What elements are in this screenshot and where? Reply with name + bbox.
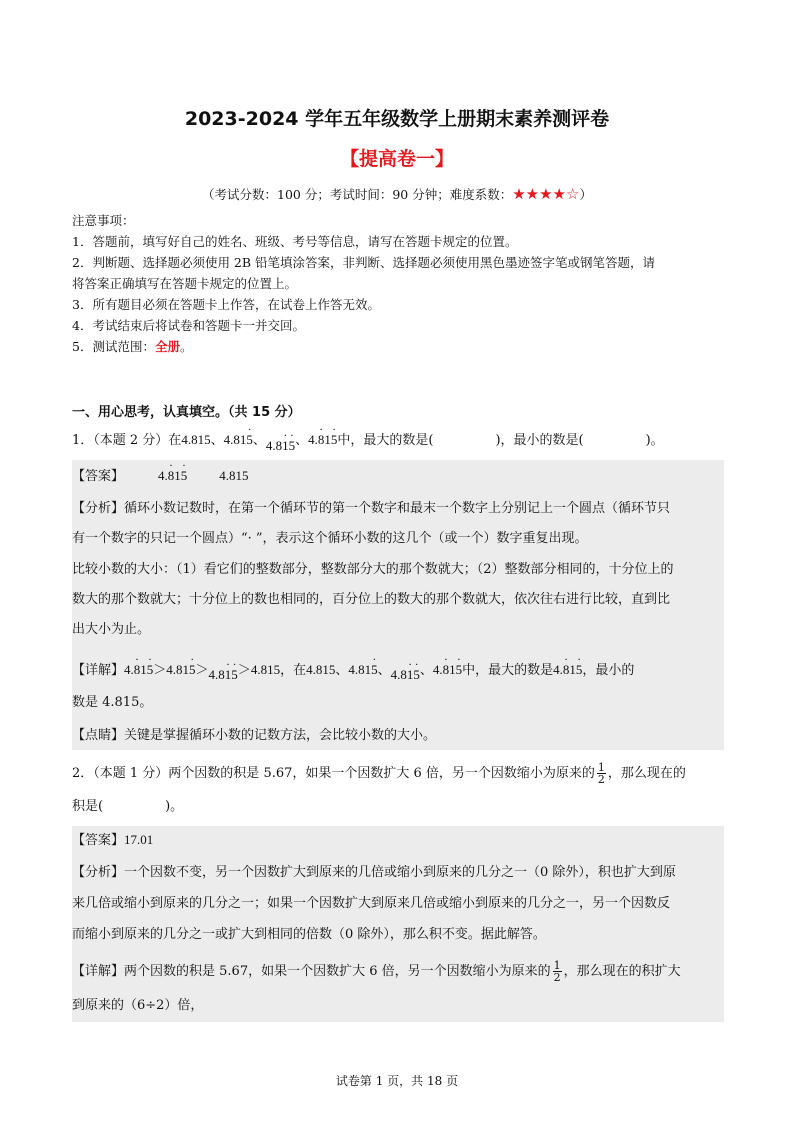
analysis-line: 比较小数的大小：（1）看它们的整数部分，整数部分大的那个数就大；（2）整数部分相同的，十分位上的 xyxy=(72,562,674,577)
analysis-text: 一个因数不变，另一个因数扩大到原来的几倍或缩小到原来的几分之一（0 除外），积也扩大到原 xyxy=(124,865,676,880)
q1-text: 中，最大的数是( xyxy=(337,433,434,448)
analysis-line: 来几倍或缩小到原来的几分之一；如果一个因数扩大到原来几倍或缩小到原来的几分之一，另一个因数反 xyxy=(72,896,671,911)
fraction xyxy=(597,762,606,785)
notice-scope-label: 5．测试范围： xyxy=(72,339,155,354)
point-tag: 【点睛】 xyxy=(72,728,125,743)
fraction xyxy=(553,960,562,983)
detail-line xyxy=(72,960,724,983)
difficulty-stars-filled: ★★★★ xyxy=(512,185,567,203)
page-footer: 试卷第 1 页，共 18 页 xyxy=(335,1074,459,1088)
analysis-text: 循环小数记数时，在第一个循环节的第一个数字和最末一个数字上分别记上一个圆点（循环节只 xyxy=(124,501,671,516)
detail-number: 4.· 81· 5 xyxy=(553,662,582,677)
answer-tag: 【答案】 xyxy=(72,833,125,848)
q1-number-repeating: 4.· 81· 5 xyxy=(308,432,337,447)
exam-info xyxy=(0,185,794,203)
answer-min: 4.815 xyxy=(219,468,249,483)
separator: 、 xyxy=(252,433,266,448)
detail-line: 数是 4.815。 xyxy=(72,695,153,710)
notice-scope-suffix: 。 xyxy=(179,339,193,354)
section-heading: 一、用心思考，认真填空。（共 15 分） xyxy=(72,405,301,420)
q1-number: 4.815 xyxy=(181,432,211,447)
notice-item: 4．考试结束后将试卷和答题卡一并交回。 xyxy=(72,318,305,333)
notice-item: 3．所有题目必须在答题卡上作答，在试卷上作答无效。 xyxy=(72,297,380,312)
analysis-line xyxy=(72,863,724,883)
q1-number-repeating: 4.81· 5 xyxy=(224,432,253,447)
notice-item-5 xyxy=(72,338,732,356)
info-prefix: （考试分数：100 分；考试时间：90 分钟；难度系数： xyxy=(202,187,513,202)
question-1 xyxy=(72,425,732,456)
analysis-line: 出大小为止。 xyxy=(72,622,151,637)
q2-text: 积是( xyxy=(72,799,104,814)
greater-than: ＞ xyxy=(153,663,167,678)
detail-number: 4.815 xyxy=(306,662,336,677)
answer-line xyxy=(72,830,724,851)
detail-number: 4.81· 5 xyxy=(348,662,377,677)
answer-box xyxy=(72,826,724,1022)
q1-number-repeating: 4.8· 1· 5 xyxy=(266,438,295,453)
notice-heading: 注意事项： xyxy=(72,213,135,228)
analysis-line: 数大的那个数就大；十分位上的数也相同的，百分位上的数大的那个数就大，依次往右进行比较，直到比 xyxy=(72,592,671,607)
detail-line xyxy=(72,660,724,681)
analysis-tag: 【分析】 xyxy=(72,501,125,516)
answer-line xyxy=(72,466,724,487)
notice-item: 1．答题前，填写好自己的姓名、班级、考号等信息，请写在答题卡规定的位置。 xyxy=(72,234,518,249)
q1-text: )。 xyxy=(645,433,664,448)
notice-item: 2．判断题、选择题必须使用 2B 铅笔填涂答案，非判断、选择题必须使用黑色墨迹签字笔或钢笔答题，请 xyxy=(72,255,656,270)
greater-than: ＞ xyxy=(195,663,209,678)
detail-text: ，最小的 xyxy=(582,663,635,678)
detail-tag: 【详解】 xyxy=(72,663,125,678)
q2-text: 2．（本题 1 分）两个因数的积是 5.67，如果一个因数扩大 6 倍，另一个因数缩小为原来的 xyxy=(72,766,595,781)
question-2-line2 xyxy=(72,797,724,817)
fraction-numerator: 1 xyxy=(597,761,605,774)
fraction-denominator: 2 xyxy=(597,773,605,786)
notice-item: 将答案正确填写在答题卡规定的位置上。 xyxy=(72,276,298,291)
q1-prefix: 1．（本题 2 分）在 xyxy=(72,433,182,448)
separator: 、 xyxy=(335,663,349,678)
answer-tag: 【答案】 xyxy=(72,469,125,484)
page-subtitle: 【提高卷一】 xyxy=(339,148,454,170)
detail-tag: 【详解】 xyxy=(72,964,125,979)
greater-than: ＞ xyxy=(237,663,251,678)
detail-number: 4.815 xyxy=(250,662,281,677)
q2-text: ，那么现在的 xyxy=(607,766,686,781)
detail-text: ，那么现在的积扩大 xyxy=(563,964,681,979)
separator: 、 xyxy=(377,663,391,678)
analysis-tag: 【分析】 xyxy=(72,865,125,880)
analysis-line xyxy=(72,499,724,519)
analysis-line: 有一个数字的只记一个圆点）“· ”，表示这个循环小数的这几个（或一个）数字重复出现。 xyxy=(72,531,588,546)
separator: 、 xyxy=(419,663,433,678)
separator: 、 xyxy=(210,433,224,448)
detail-text: 两个因数的积是 5.67，如果一个因数扩大 6 倍，另一个因数缩小为原来的 xyxy=(124,964,551,979)
point-text: 关键是掌握循环小数的记数方法，会比较小数的大小。 xyxy=(124,728,437,743)
detail-number: 4.· 81· 5 xyxy=(433,662,462,677)
answer-max: 4.· 81· 5 xyxy=(158,468,187,483)
page-title: 2023-2024 学年五年级数学上册期末素养测评卷 xyxy=(184,108,610,130)
detail-line: 到原来的（6÷2）倍， xyxy=(72,998,204,1013)
detail-number: 4.8· 1· 5 xyxy=(209,667,238,682)
detail-number: 4.81· 5 xyxy=(166,662,195,677)
difficulty-star-empty: ☆ xyxy=(566,185,580,203)
fraction-denominator: 2 xyxy=(553,971,561,984)
detail-text: 中，最大的数是 xyxy=(462,663,554,678)
point-line xyxy=(72,726,724,746)
detail-number: 4.8· 1· 5 xyxy=(391,667,420,682)
detail-text: ，在 xyxy=(280,663,307,678)
detail-number: 4.· 81· 5 xyxy=(124,662,153,677)
question-2 xyxy=(72,762,724,785)
notice-scope-value: 全册 xyxy=(154,339,180,354)
fraction-numerator: 1 xyxy=(553,959,561,972)
q2-text: )。 xyxy=(165,799,184,814)
separator: 、 xyxy=(295,433,309,448)
analysis-line: 而缩小到原来的几分之一或扩大到相同的倍数（0 除外），那么积不变。据此解答。 xyxy=(72,927,546,942)
answer-value: 17.01 xyxy=(124,832,154,847)
q1-text: )，最小的数是( xyxy=(495,433,584,448)
info-suffix: ） xyxy=(579,187,592,202)
